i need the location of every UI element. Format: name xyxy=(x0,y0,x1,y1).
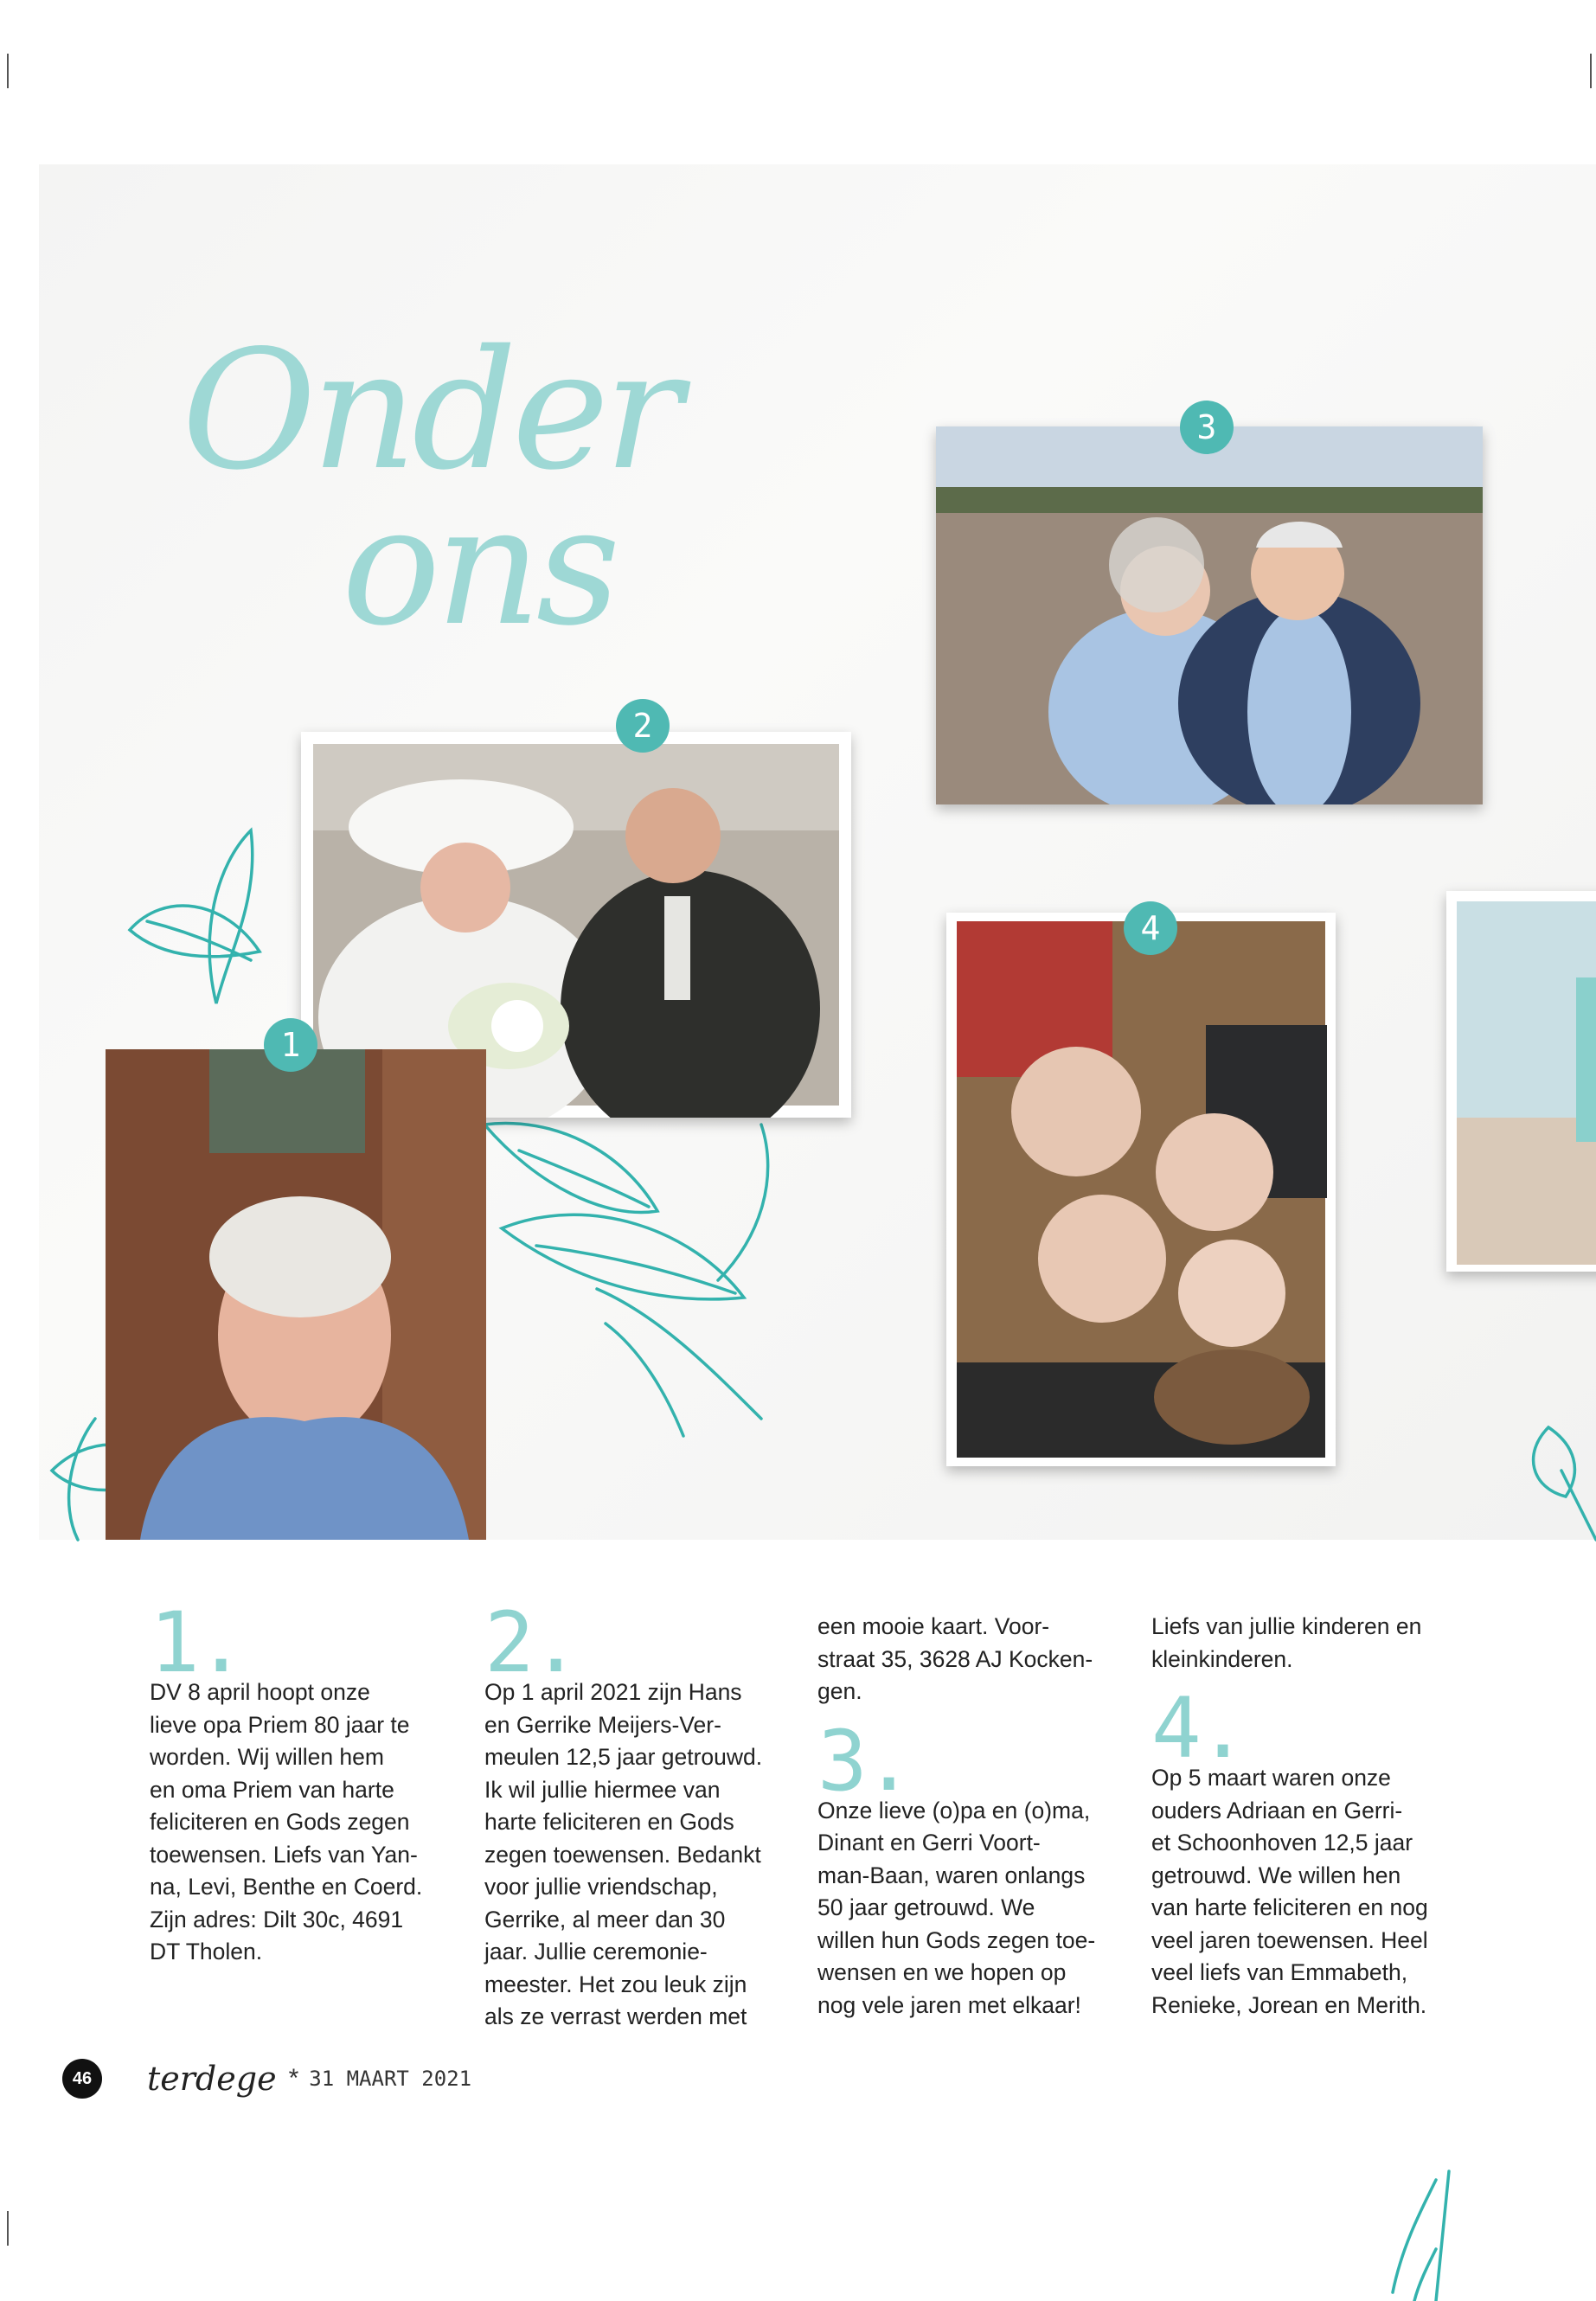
message-3-line: wensen en we hopen op xyxy=(817,1959,1067,1985)
message-4-line: ouders Adriaan en Gerri- xyxy=(1151,1797,1403,1823)
message-1-line: feliciteren en Gods zegen xyxy=(150,1809,410,1835)
message-2-line: Ik wil jullie hiermee van xyxy=(484,1776,721,1803)
badge-4: 4 xyxy=(1124,901,1177,955)
photo-grandpa xyxy=(106,1049,486,1540)
footer-separator: * xyxy=(288,2064,299,2093)
message-3-line: Onze lieve (o)pa en (o)ma, xyxy=(817,1797,1091,1823)
message-3-line: Dinant en Gerri Voort- xyxy=(817,1830,1041,1856)
message-2-line: een mooie kaart. Voor- xyxy=(817,1613,1050,1639)
message-4-line: veel jaren toewensen. Heel xyxy=(1151,1926,1428,1953)
message-1-line: DV 8 april hoopt onze xyxy=(150,1679,370,1705)
message-3-line: kleinkinderen. xyxy=(1151,1645,1293,1672)
message-3-number: 3. xyxy=(817,1712,911,1810)
message-1-line: lieve opa Priem 80 jaar te xyxy=(150,1711,410,1738)
page-title-line2: ons xyxy=(342,471,616,662)
badge-2: 2 xyxy=(616,699,670,753)
message-2-line: zegen toewensen. Bedankt xyxy=(484,1841,761,1868)
photo-partial-right xyxy=(1446,891,1596,1272)
page-footer xyxy=(62,2057,471,2100)
message-4-number: 4. xyxy=(1151,1680,1245,1777)
badge-1: 1 xyxy=(264,1018,317,1072)
photo-children-image xyxy=(946,913,1336,1466)
message-3 xyxy=(817,1611,1116,2022)
message-3-line: 50 jaar getrouwd. We xyxy=(817,1894,1035,1920)
page-title-line1: Onder xyxy=(182,315,678,506)
message-4-line: et Schoonhoven 12,5 jaar xyxy=(1151,1830,1413,1856)
message-1-line: worden. Wij willen hem xyxy=(150,1744,384,1770)
message-1-line: toewensen. Liefs van Yan- xyxy=(150,1841,418,1868)
message-3-line: nog vele jaren met elkaar! xyxy=(817,1991,1081,2018)
message-3-line: man-Baan, waren onlangs xyxy=(817,1862,1086,1888)
message-2-line: Op 1 april 2021 zijn Hans xyxy=(484,1679,742,1705)
message-1-line: DT Tholen. xyxy=(150,1939,263,1965)
message-2-line: meulen 12,5 jaar getrouwd. xyxy=(484,1744,763,1770)
photo-partial-image xyxy=(1446,891,1596,1272)
page-number: 46 xyxy=(62,2059,102,2099)
badge-3: 3 xyxy=(1180,401,1234,454)
message-2-line: gen. xyxy=(817,1678,862,1704)
photo-couple-heath-image xyxy=(936,426,1483,804)
message-4-line: van harte feliciteren en nog xyxy=(1151,1894,1428,1920)
message-4-line: veel liefs van Emmabeth, xyxy=(1151,1959,1408,1985)
photo-elderly-couple xyxy=(936,426,1483,804)
message-2-number: 2. xyxy=(484,1594,578,1691)
message-3-line: willen hun Gods zegen toe- xyxy=(817,1926,1096,1953)
message-4-line: Renieke, Jorean en Merith. xyxy=(1151,1991,1427,2018)
magazine-name: terdege xyxy=(147,2060,277,2098)
message-3-line: Liefs van jullie kinderen en xyxy=(1151,1613,1422,1639)
message-1-line: en oma Priem van harte xyxy=(150,1776,394,1803)
message-1 xyxy=(150,1594,448,1969)
message-2 xyxy=(484,1594,783,2034)
message-2-line: als ze verrast werden met xyxy=(484,2003,747,2029)
message-2-line: straat 35, 3628 AJ Kocken- xyxy=(817,1645,1093,1672)
message-2-line: harte feliciteren en Gods xyxy=(484,1809,734,1835)
message-2-line: meester. Het zou leuk zijn xyxy=(484,1971,747,1997)
message-1-line: na, Levi, Benthe en Coerd. xyxy=(150,1874,423,1900)
message-1-number: 1. xyxy=(150,1594,243,1691)
message-4 xyxy=(1151,1611,1450,2022)
photo-children xyxy=(946,913,1336,1466)
message-4-line: getrouwd. We willen hen xyxy=(1151,1862,1401,1888)
message-2-line: jaar. Jullie ceremonie- xyxy=(484,1939,708,1965)
message-1-line: Zijn adres: Dilt 30c, 4691 xyxy=(150,1906,404,1932)
message-2-line: en Gerrike Meijers-Ver- xyxy=(484,1711,721,1738)
issue-date: 31 MAART 2021 xyxy=(309,2067,472,2091)
message-2-line: voor jullie vriendschap, xyxy=(484,1874,718,1900)
message-4-line: Op 5 maart waren onze xyxy=(1151,1765,1391,1791)
photo-grandpa-image xyxy=(106,1049,486,1540)
message-2-line: Gerrike, al meer dan 30 xyxy=(484,1906,726,1932)
